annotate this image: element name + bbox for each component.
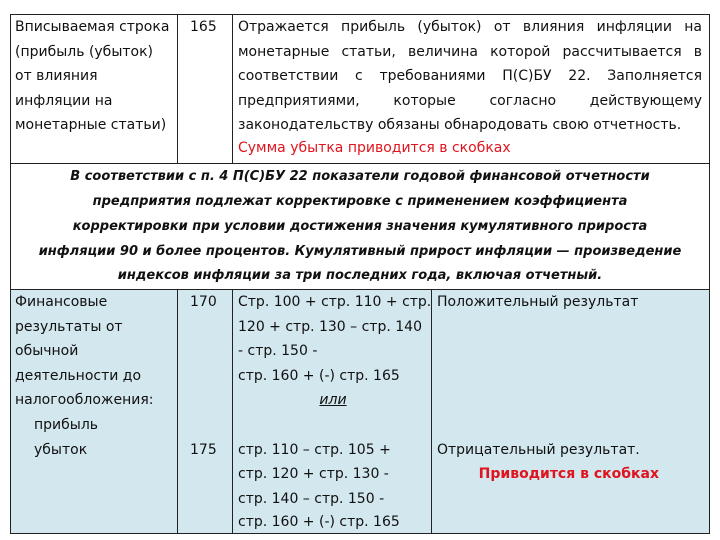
row165-label-line: Вписываемая строка (15, 19, 170, 35)
row170-label-line: Финансовые (15, 294, 108, 310)
row165-desc-line: Отражается прибыль (убыток) от влияния инфляции на (238, 19, 702, 35)
row175-result-red: Приводится в скобках (478, 466, 659, 482)
row165-label-line: (прибыль (убыток) (15, 44, 154, 60)
row170-formula-line: 120 + стр. 130 – стр. 140 (238, 319, 422, 335)
row170-or: или (319, 392, 347, 408)
row165-label-line: монетарные статьи) (15, 117, 167, 133)
row170-label-line: деятельности до (15, 368, 142, 384)
note-line: корректировки при условии достижения значения кумулятивного прироста (72, 219, 648, 234)
row170-result: Положительный результат (437, 294, 639, 310)
row-divider (10, 163, 710, 164)
row165-code: 165 (190, 19, 217, 35)
row165-desc-line: законодательству обязаны обнародовать свою отчетность. (238, 117, 682, 133)
note-line: В соответствии с п. 4 П(С)БУ 22 показатели годовой финансовой отчетности (70, 169, 650, 184)
col-divider (177, 14, 178, 163)
row175-formula-line: стр. 160 + (-) стр. 165 (238, 514, 400, 530)
row175-result: Отрицательный результат. (437, 442, 640, 458)
col-divider (177, 289, 178, 534)
row170-label-line: обычной (15, 343, 79, 359)
row165-desc-red: Сумма убытка приводится в скобках (238, 140, 511, 156)
row175-formula-line: стр. 110 – стр. 105 + (238, 442, 391, 458)
col-divider (431, 289, 432, 534)
note-line: инфляции 90 и более процентов. Кумулятивный прирост инфляции — произведение (38, 244, 682, 259)
col-divider (232, 289, 233, 534)
row170-code: 170 (190, 294, 217, 310)
row170-formula-line: стр. 160 + (-) стр. 165 (238, 368, 400, 384)
row170-formula-line: - стр. 150 - (238, 343, 318, 359)
row165-desc-line: предприятиями, которые согласно действующему (238, 93, 702, 109)
row175-label: убыток (34, 442, 88, 458)
row165-label-line: от влияния (15, 68, 98, 84)
note-line: предприятия подлежат корректировке с применением коэффициента (92, 194, 628, 209)
row170-label-line: налогообложения: (15, 392, 154, 408)
row175-formula-line: стр. 120 + стр. 130 - (238, 466, 389, 482)
note-line: индексов инфляции за три последних года, включая отчетный. (117, 268, 603, 283)
row175-formula-line: стр. 140 – стр. 150 - (238, 491, 385, 507)
row170-label-line: результаты от (15, 319, 123, 335)
row165-label-line: инфляции на (15, 93, 113, 109)
col-divider (232, 14, 233, 163)
row170-formula-line: Стр. 100 + стр. 110 + стр. (238, 294, 432, 310)
row165-desc-line: соответствии с требованиями П(С)БУ 22. Заполняется (238, 68, 702, 84)
row170-label-line: прибыль (34, 417, 99, 433)
row165-desc-line: монетарные статьи, величина которой рассчитывается в (238, 44, 702, 60)
row175-code: 175 (190, 442, 217, 458)
